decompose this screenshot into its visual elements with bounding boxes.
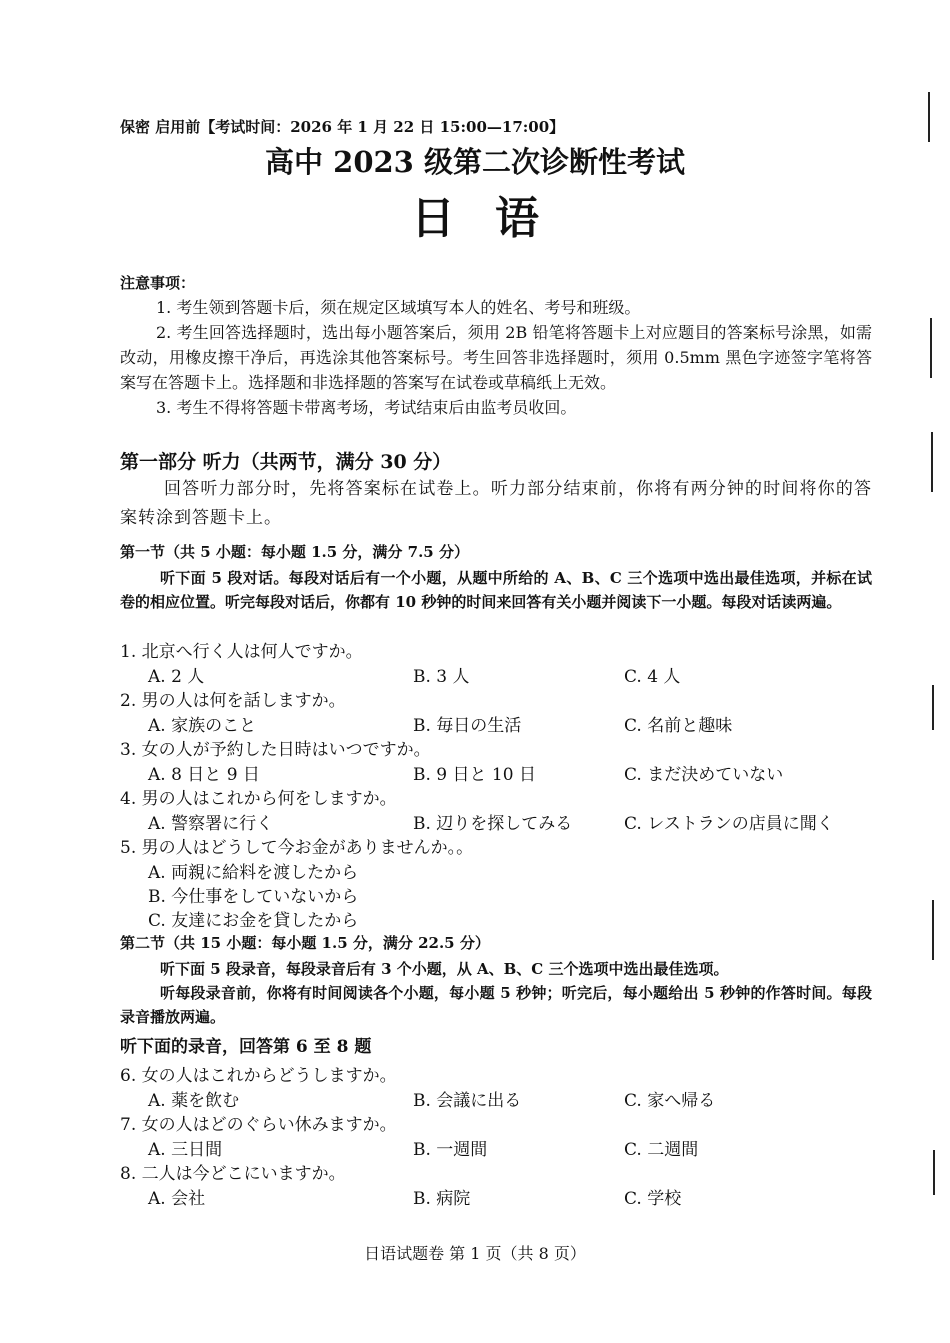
note-item: 3. 考生不得将答题卡带离考场，考试结束后由监考员收回。 <box>156 398 577 417</box>
option-a: A. 三日間 <box>148 1140 223 1160</box>
section2-intro-1: 听下面 5 段录音，每段录音后有 3 个小题，从 A、B、C 三个选项中选出最佳选项。 <box>160 960 729 978</box>
section2-intro-2: 听每段录音前，你将有时间阅读各个小题，每小题 5 秒钟；听完后，每小题给出 5 秒钟的作答时间。每段录音播放两遍。 <box>120 984 872 1026</box>
question-1: 1. 北京へ行く人は何人ですか。 <box>120 642 363 662</box>
note-item: 2. 考生回答选择题时，选出每小题答案后，须用 2B 铅笔将答题卡上对应题目的答案标号涂黑，如需改动，用橡皮擦干净后，再选涂其他答案标号。考生回答非选择题时，须用 0.5mm 黑色字迹签字笔将答案写在答题卡上。选择题和非选择题的答案写在试卷或草稿纸上无效。 <box>120 323 872 392</box>
option-a: A. 会社 <box>148 1189 206 1209</box>
question-7: 7. 女の人はどのぐらい休みますか。 <box>120 1115 397 1135</box>
scan-edge-mark <box>933 1150 935 1195</box>
option-c: C. 二週間 <box>624 1140 699 1160</box>
part1-intro: 回答听力部分时，先将答案标在试卷上。听力部分结束前，你将有两分钟的时间将你的答案转涂到答题卡上。 <box>120 479 872 528</box>
question-8: 8. 二人は今どこにいますか。 <box>120 1164 346 1184</box>
option-c: C. 4 人 <box>624 667 681 687</box>
scan-edge-mark <box>932 900 934 960</box>
listening-heading: 听下面的录音，回答第 6 至 8 题 <box>120 1037 372 1057</box>
option-c: C. 家へ帰る <box>624 1091 716 1111</box>
scan-edge-mark <box>930 318 932 378</box>
option-b: B. 病院 <box>413 1189 471 1209</box>
question-3: 3. 女の人が予約した日時はいつですか。 <box>120 740 431 760</box>
option-b: B. 一週間 <box>413 1140 488 1160</box>
section1-title: 第一节（共 5 小题：每小题 1.5 分，满分 7.5 分） <box>120 543 469 561</box>
option-c: C. 名前と趣味 <box>624 716 733 736</box>
part1-title: 第一部分 听力（共两节，满分 30 分） <box>120 451 452 473</box>
section2-title: 第二节（共 15 小题：每小题 1.5 分，满分 22.5 分） <box>120 934 490 952</box>
option-c: C. 学校 <box>624 1189 682 1209</box>
question-6: 6. 女の人はこれからどうしますか。 <box>120 1066 397 1086</box>
option-a: A. 8 日と 9 日 <box>148 765 260 785</box>
notes-list <box>120 295 872 420</box>
scan-edge-mark <box>932 685 934 730</box>
subject-title: 日语 <box>411 193 579 244</box>
page-footer: 日语试题卷 第 1 页（共 8 页） <box>364 1244 586 1263</box>
option-b: B. 今仕事をしていないから <box>148 887 359 907</box>
option-b: B. 9 日と 10 日 <box>413 765 536 785</box>
option-b: B. 3 人 <box>413 667 470 687</box>
option-b: B. 会議に出る <box>413 1091 522 1111</box>
option-c: C. まだ決めていない <box>624 765 784 785</box>
notes-title: 注意事项： <box>120 274 196 292</box>
section1-intro: 听下面 5 段对话。每段对话后有一个小题，从题中所给的 A、B、C 三个选项中选出最佳选项，并标在试卷的相应位置。听完每段对话后，你都有 10 秒钟的时间来回答有关小题并阅读下一小题。每段对话读两遍。 <box>120 569 872 611</box>
option-a: A. 警察署に行く <box>148 814 274 834</box>
option-c: C. レストランの店員に聞く <box>624 814 834 834</box>
question-2: 2. 男の人は何を話しますか。 <box>120 691 346 711</box>
option-b: B. 辺りを探してみる <box>413 814 573 834</box>
option-b: B. 毎日の生活 <box>413 716 522 736</box>
option-a: A. 2 人 <box>148 667 205 687</box>
exam-title: 高中 2023 级第二次诊断性考试 <box>265 145 685 179</box>
option-a: A. 薬を飲む <box>148 1091 240 1111</box>
option-a: A. 家族のこと <box>148 716 257 736</box>
scan-edge-mark <box>928 92 930 142</box>
option-a: A. 両親に給料を渡したから <box>148 863 359 883</box>
question-4: 4. 男の人はこれから何をしますか。 <box>120 789 397 809</box>
question-5: 5. 男の人はどうして今お金がありませんか。。 <box>120 838 474 858</box>
scan-edge-mark <box>931 432 933 492</box>
confidential-line: 保密 启用前【考试时间：2026 年 1 月 22 日 15:00—17:00】 <box>120 118 565 136</box>
note-item: 1. 考生领到答题卡后，须在规定区域填写本人的姓名、考号和班级。 <box>156 298 641 317</box>
option-c: C. 友達にお金を貸したから <box>148 911 359 931</box>
